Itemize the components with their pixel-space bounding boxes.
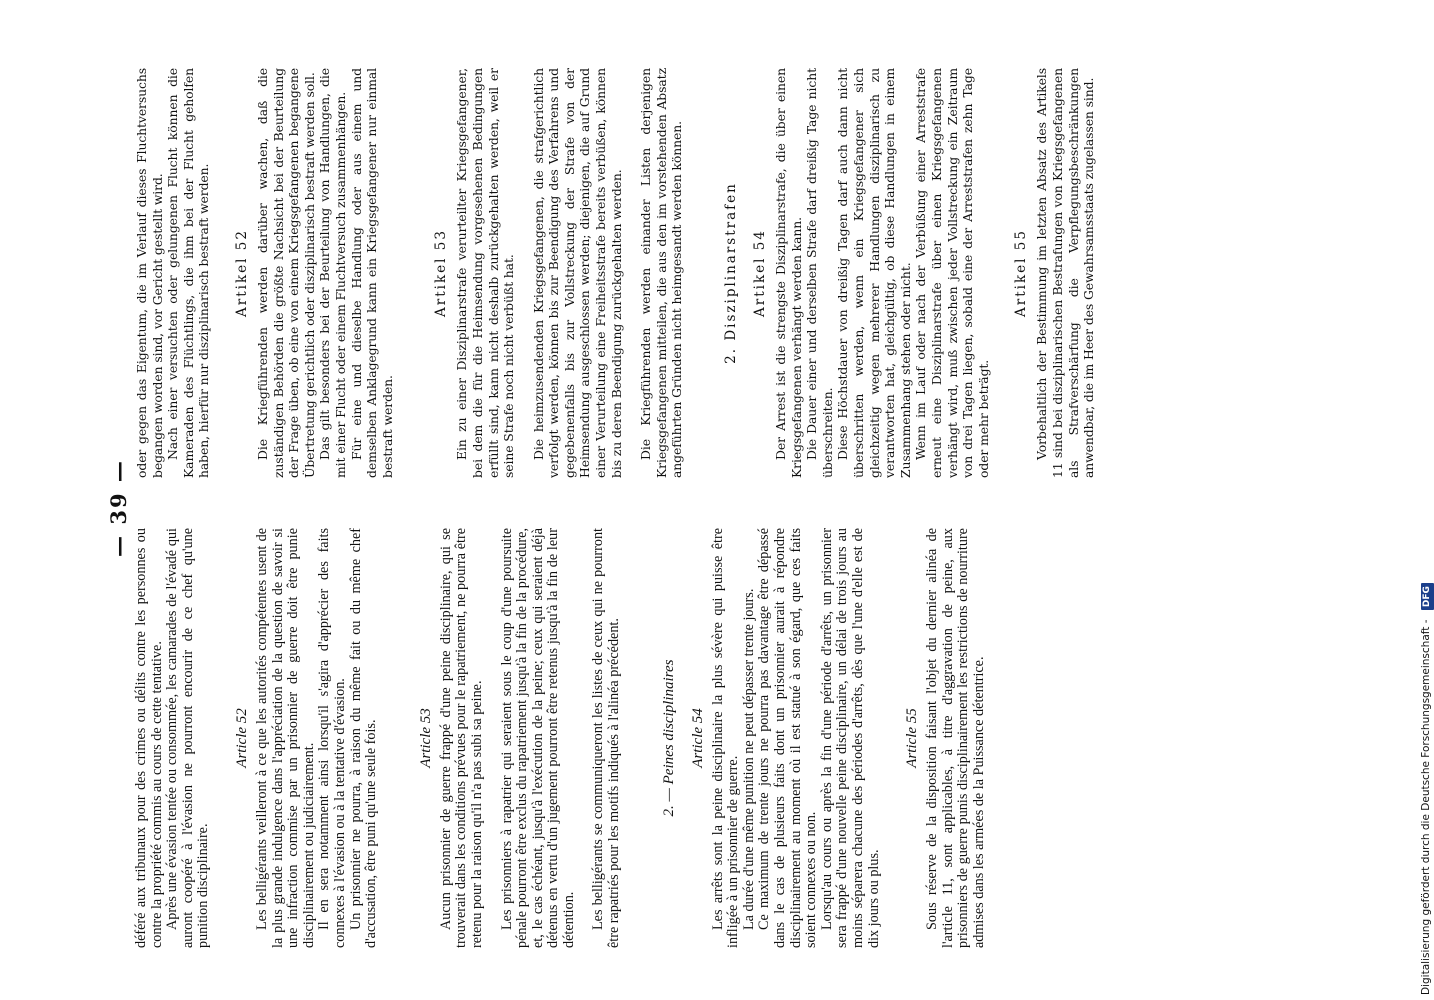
de-a53-paragraph-3: Die Kriegführenden werden einander Listen derjenigen Kriegsgefangenen mitteilen, die aus den im vorstehenden Absatz angeführten Gründen nicht heimgesandt werden können.: [638, 68, 685, 478]
fr-a53-paragraph-1: Aucun prisonnier de guerre frappé d'une peine disciplinaire, qui se trouverait dans les conditions prévues pour le rapatriement, ne pourra être retenu pour la raison qu'il n'a pas subi sa peine.: [437, 528, 485, 948]
de-article-52-title: Artikel 52: [233, 229, 250, 317]
fr-a54-paragraph-1: Les arrêts sont la peine disciplinaire la plus sévère qui puisse être infligée à un prisonnier de guerre.: [709, 528, 742, 948]
de-a54-paragraph-1: Der Arrest ist die strengste Disziplinarstrafe, die über einen Kriegsgefangenen verhängt werden kann.: [773, 68, 804, 478]
fr-a53-paragraph-2: Les prisonniers à rapatrier qui seraient sous le coup d'une poursuite pénale pourront être exclus du rapatriement jusqu'à la fin de la procédure, et, le cas échéant, jusqu'à l'exécution de la peine; ceux qui seraient déjà détenus en vertu d'un jugement pourront être retenus jusqu'à la fin de leur détention.: [498, 528, 577, 948]
fr-a54-paragraph-2: La durée d'une même punition ne peut dépasser trente jours.: [740, 588, 757, 930]
fr-article-53-title: Article 53: [417, 708, 434, 768]
fr-article-54-title: Article 54: [689, 708, 706, 768]
digitization-note: Digitalisierung gefördert durch die Deutsche Forschungsgemeinschaft -: [1420, 619, 1432, 995]
digitization-credit: [1418, 5, 1434, 995]
de-article-53-title: Artikel 53: [433, 229, 450, 317]
fr-a52-paragraph-2: Il en sera notamment ainsi lorsqu'il s'agira d'apprécier des faits connexes à l'évasion ou à la tentative d'évasion.: [316, 528, 348, 948]
fr-a52-paragraph-1: Les belligérants veilleront à ce que les autorités compétentes usent de la plus grande indulgence dans l'appréciation de la question de savoir si une infraction commise par un prisonnier de guerre doit être punie disciplinairement ou judiciairement.: [253, 528, 317, 948]
de-a55-paragraph-1: Vorbehaltlich der Bestimmung im letzten Absatz des Artikels 11 sind bei disziplinarischen Bestrafungen von Kriegsgefangenen als Strafverschärfung die Verpflegungsbeschränkungen anwendbar, die im Heer des Gewahrsamsstaats zugelassen sind.: [1034, 68, 1097, 478]
de-a52-paragraph-2: Das gilt besonders bei der Beurteilung von Handlungen, die mit einer Flucht oder einem Fluchtversuch zusammenhängen.: [317, 68, 348, 478]
fr-intro-paragraph-2: Après une évasion tentée ou consommée, les camarades de l'évadé qui auront coopéré à l'évasion ne pourront encourir de ce chef qu'une punition disciplinaire.: [164, 528, 212, 948]
de-intro-paragraph: oder gegen das Eigentum, die im Verlauf dieses Fluchtversuchs begangen worden sind, vor Gericht gestellt wird.: [134, 68, 165, 478]
de-a54-paragraph-4: Wenn im Lauf oder nach der Verbüßung einer Arreststrafe erneut eine Disziplinarstrafe über einen Kriegsgefangenen verhängt wird, muß zwischen jeder Vollstreckung ein Zeitraum von drei Tagen liegen, sobald eine der Arreststrafen zehn Tage oder mehr beträgt.: [913, 68, 991, 478]
fr-a54-paragraph-4: Lorsqu'au cours ou après la fin d'une période d'arrêts, un prisonnier sera frappé d'une nouvelle peine disciplinaire, un délai de trois jours au moins séparera chacune des périodes d'arrêts, dès que l'une d'elle est de dix jours ou plus.: [818, 528, 882, 948]
german-column: [134, 68, 1097, 478]
de-a54-paragraph-3: Diese Höchstdauer von dreißig Tagen darf auch dann nicht überschritten werden, wenn ein Kriegsgefangener sich gleichzeitig wegen mehrerer Handlungen disziplinarisch zu verantworten hat, gleichgültig, ob diese Handlungen in einem Zusammenhang stehen oder nicht.: [835, 68, 913, 478]
de-article-54-title: Artikel 54: [752, 229, 769, 317]
fr-a53-paragraph-3: Les belligérants se communiqueront les listes de ceux qui ne pourront être rapatriés pour les motifs indiqués à l'alinéa précédent.: [590, 528, 623, 948]
de-a52-paragraph-1: Die Kriegführenden werden darüber wachen, daß die zuständigen Behörden die größte Nachsicht bei der Beurteilung der Frage üben, ob eine von einem Kriegsgefangenen begangene Übertretung gerichtlich oder disziplinarisch bestraft werden soll.: [254, 68, 317, 478]
page-number: — 39 —: [106, 459, 131, 557]
french-column: [134, 528, 988, 948]
de-a53-paragraph-1: Ein zu einer Disziplinarstrafe verurteilter Kriegsgefangener, bei dem die für die Heimsendung vorgesehenen Bedingungen erfüllt sind, kann nicht deshalb zurückgehalten werden, weil er seine Strafe noch nicht verbüßt hat.: [454, 68, 517, 478]
dfg-logo: DFG: [1421, 583, 1434, 610]
fr-article-55-title: Article 55: [904, 708, 921, 768]
de-a52-paragraph-3: Für eine und dieselbe Handlung oder aus einem und demselben Anklagegrund kann ein Kriegsgefangener nur einmal bestraft werden.: [348, 68, 395, 478]
fr-a54-paragraph-3: Ce maximum de trente jours ne pourra pas davantage être dépassé dans le cas de plusieurs faits dont un prisonnier aurait à répondre disciplinairement au moment où il est statué à son égard, que ces faits soient connexes ou non.: [756, 528, 820, 948]
de-article-55-title: Artikel 55: [1013, 229, 1030, 317]
de-intro-paragraph-2: Nach einer versuchten oder gelungenen Flucht können die Kameraden des Flüchtlings, die ihm bei der Flucht geholfen haben, hierfür nur disziplinarisch bestraft werden.: [165, 68, 212, 478]
rotated-page-content: [104, 68, 1294, 948]
de-a54-paragraph-2: Die Dauer einer und derselben Strafe darf dreißig Tage nicht überschreiten.: [804, 68, 835, 478]
fr-intro-paragraph: déféré aux tribunaux pour des crimes ou délits contre les personnes ou contre la propriété commis au cours de cette tentative.: [133, 528, 165, 948]
fr-a52-paragraph-3: Un prisonnier ne pourra, à raison du même fait ou du même chef d'accusation, être puni qu'une seule fois.: [347, 528, 380, 948]
fr-section-2-title: 2. — Peines disciplinaires: [660, 659, 677, 817]
fr-a55-paragraph-1: Sous réserve de la disposition faisant l'objet du dernier alinéa de l'article 11, sont applicables, à titre d'aggravation de peine, aux prisonniers de guerre punis disciplinairement les restrictions de nourriture admises dans les armées de la Puissance détentrice.: [924, 528, 987, 948]
de-a53-paragraph-2: Die heimzusendenden Kriegsgefangenen, die strafgerichtlich verfolgt werden, können bis zur Beendigung des Verfahrens und gegebenenfalls bis zur Vollstreckung der Strafe von der Heimsendung ausgeschlossen werden; diejenigen, die auf Grund einer Verurteilung eine Freiheitsstrafe bereits verbüßen, können bis zu deren Beendigung zurückgehalten werden.: [530, 68, 624, 478]
de-section-2-title: 2. Disziplinarstrafen: [723, 182, 740, 364]
fr-article-52-title: Article 52: [233, 708, 250, 768]
